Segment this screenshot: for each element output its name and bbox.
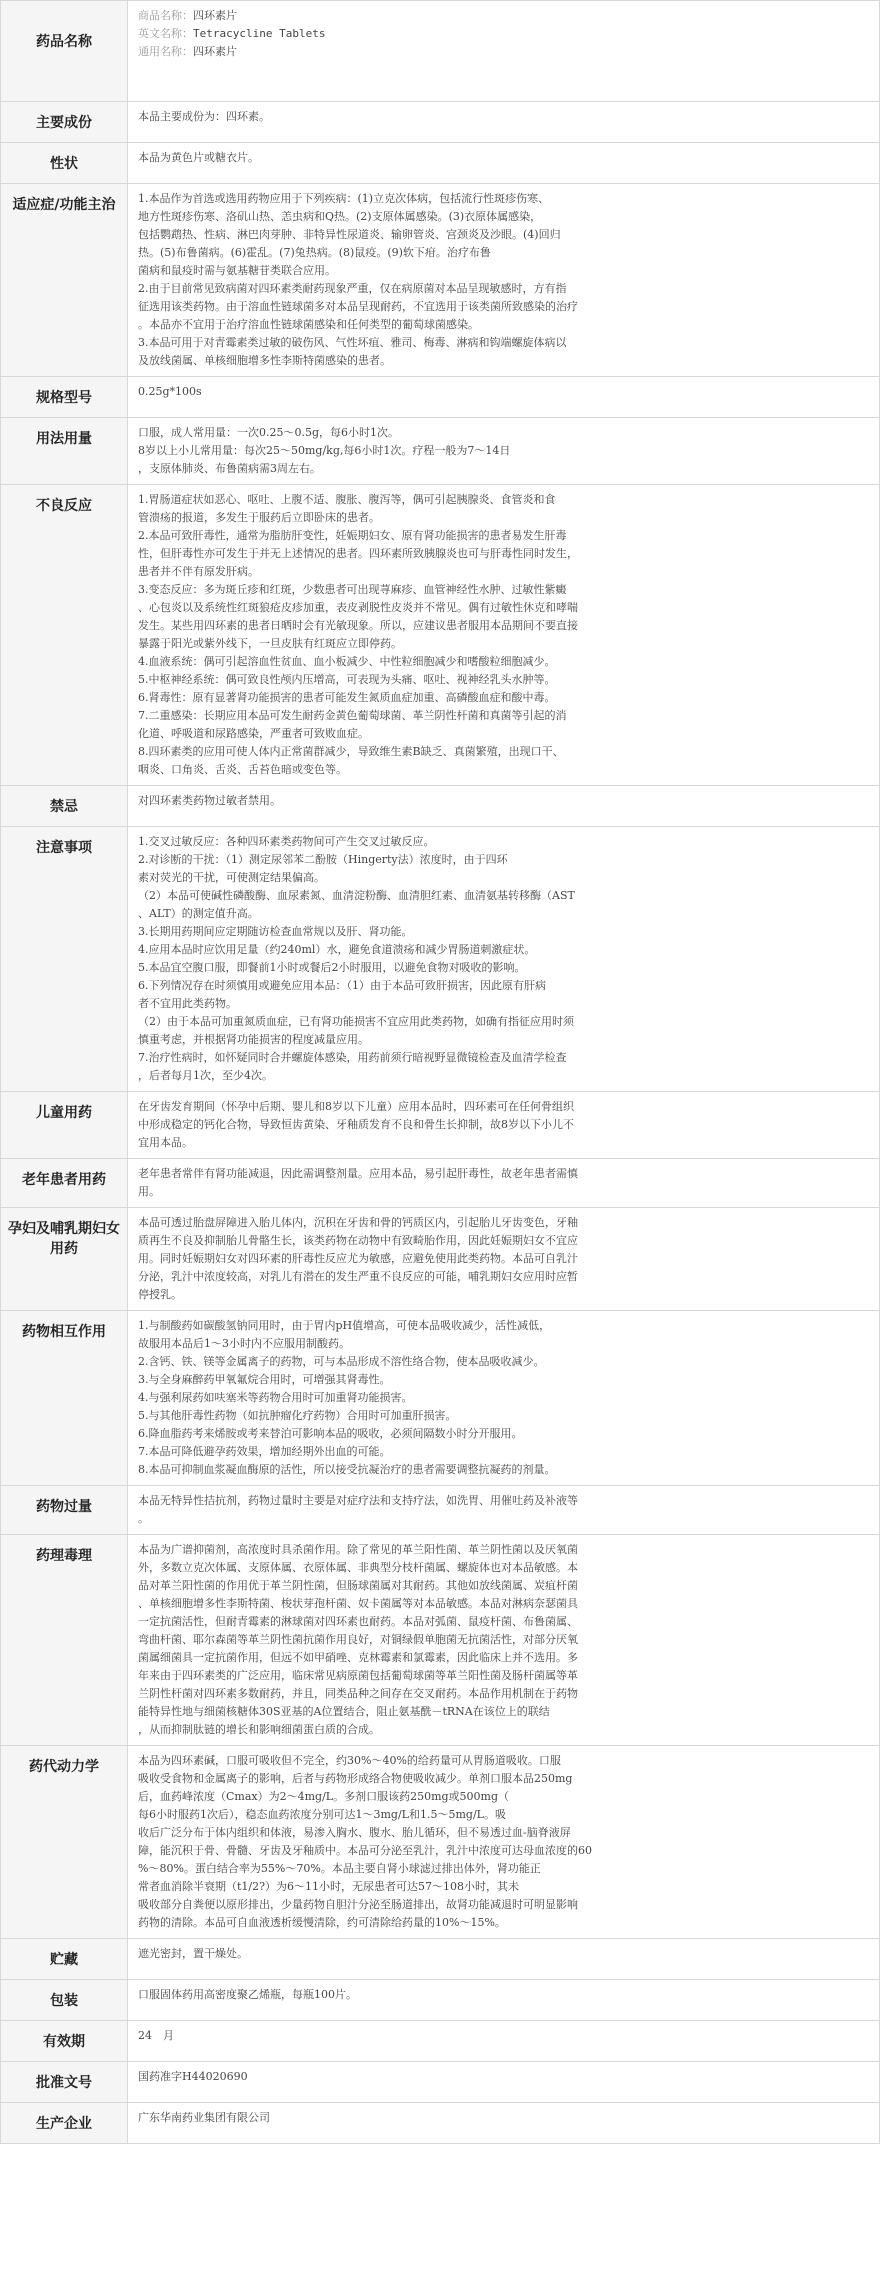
row-label: 生产企业: [1, 2103, 128, 2144]
generic-name-value: 四环素片: [193, 45, 237, 58]
content-line: 障，能沉积于骨、骨髓、牙齿及牙釉质中。本品可分泌至乳汁，乳汁中浓度可达母血浓度的60: [138, 1844, 592, 1857]
content-line: 菌病和鼠疫时需与氨基糖苷类联合应用。: [138, 264, 336, 277]
content-line: 慎重考虑，并根据肾功能损害的程度减量应用。: [138, 1033, 369, 1046]
content-line: 包括鹦鹉热、性病、淋巴肉芽肿、非特异性尿道炎、输卵管炎、宫颈炎及沙眼。(4)回归: [138, 228, 561, 241]
content-line: 7.本品可降低避孕药效果，增加经期外出血的可能。: [138, 1445, 391, 1458]
content-line: 8岁以上小儿常用量：每次25～50mg/kg,每6小时1次。疗程一般为7～14日: [138, 444, 511, 457]
content-line: 性，但肝毒性亦可发生于并无上述情况的患者。四环素所致胰腺炎也可与肝毒性同时发生，: [138, 547, 578, 560]
content-line: 8.四环素类的应用可使人体内正常菌群减少，导致维生素B缺乏、真菌繁殖，出现口干、: [138, 745, 564, 758]
content-line: 2.本品可致肝毒性，通常为脂肪肝变性，妊娠期妇女、原有肾功能损害的患者易发生肝毒: [138, 529, 567, 542]
content-line: 1.交叉过敏反应：各种四环素类药物间可产生交叉过敏反应。: [138, 835, 435, 848]
content-line: 4.与强利尿药如呋塞米等药物合用时可加重肾功能损害。: [138, 1391, 413, 1404]
row-content: [128, 184, 880, 377]
content-line: 5.中枢神经系统：偶可致良性颅内压增高，可表现为头痛、呕吐、视神经乳头水肿等。: [138, 673, 556, 686]
content-line: 及放线菌属、单核细胞增多性李斯特菌感染的患者。: [138, 354, 391, 367]
info-row: [1, 2062, 880, 2103]
content-line: 1.与制酸药如碳酸氢钠同用时，由于胃内pH值增高，可使本品吸收减少，活性减低，: [138, 1319, 551, 1332]
row-content: [128, 1208, 880, 1311]
content-line: 质再生不良及抑制胎儿骨骼生长，该类药物在动物中有致畸胎作用，因此妊娠期妇女不宜应: [138, 1234, 578, 1247]
row-label: 药理毒理: [1, 1535, 128, 1746]
content-line: 者不宜用此类药物。: [138, 997, 237, 1010]
english-name-value: Tetracycline Tablets: [193, 27, 326, 40]
row-label: 不良反应: [1, 485, 128, 786]
content-line: 外，多数立克次体属、支原体属、衣原体属、非典型分枝杆菌属、螺旋体也对本品敏感。本: [138, 1561, 578, 1574]
content-line: 本品主要成份为：四环素。: [138, 110, 270, 123]
content-line: 本品为四环素碱，口服可吸收但不完全，约30%～40%的给药量可从胃肠道吸收。口服: [138, 1754, 561, 1767]
product-name-value: 四环素片: [193, 9, 237, 22]
content-line: 兰阴性杆菌对四环素多数耐药，并且，同类品种之间存在交叉耐药。本品作用机制在于药物: [138, 1687, 578, 1700]
content-line: 本品为黄色片或糖衣片。: [138, 151, 259, 164]
content-line: 7.二重感染：长期应用本品可发生耐药金黄色葡萄球菌、革兰阴性杆菌和真菌等引起的消: [138, 709, 567, 722]
content-line: 。本品亦不宜用于治疗溶血性链球菌感染和任何类型的葡萄球菌感染。: [138, 318, 479, 331]
content-line: 0.25g*100s: [138, 385, 202, 398]
row-label: 老年患者用药: [1, 1159, 128, 1208]
row-drug-name: [1, 1, 880, 102]
row-content: [128, 2062, 880, 2103]
row-content: [128, 2103, 880, 2144]
content-line: 口服固体药用高密度聚乙烯瓶，每瓶100片。: [138, 1988, 357, 2001]
row-content: [128, 1159, 880, 1208]
product-name-key: 商品名称：: [138, 9, 193, 22]
content-line: 3.与全身麻醉药甲氧氟烷合用时，可增强其肾毒性。: [138, 1373, 391, 1386]
content-line: 5.与其他肝毒性药物（如抗肿瘤化疗药物）合用时可加重肝损害。: [138, 1409, 457, 1422]
content-line: 用。: [138, 1185, 160, 1198]
content-line: ，后者每月1次，至少4次。: [138, 1069, 273, 1082]
content-line: 2.含钙、铁、镁等金属离子的药物，可与本品形成不溶性络合物，使本品吸收减少。: [138, 1355, 545, 1368]
content-line: 遮光密封，置干燥处。: [138, 1947, 248, 1960]
content-line: （2）由于本品可加重氮质血症，已有肾功能损害不宜应用此类药物，如确有指征应用时须: [138, 1015, 574, 1028]
content-line: 发生。某些用四环素的患者日晒时会有光敏现象。所以，应建议患者服用本品期间不要直接: [138, 619, 578, 632]
content-line: 2.由于目前常见致病菌对四环素类耐药现象严重，仅在病原菌对本品呈现敏感时，方有指: [138, 282, 567, 295]
info-row: [1, 377, 880, 418]
row-label: 孕妇及哺乳期妇女用药: [1, 1208, 128, 1311]
info-row: [1, 786, 880, 827]
row-content: [128, 786, 880, 827]
row-label: 用法用量: [1, 418, 128, 485]
row-label: 规格型号: [1, 377, 128, 418]
content-line: 收后广泛分布于体内组织和体液，易渗入胸水、腹水、胎儿循环，但不易透过血-脑脊液屏: [138, 1826, 571, 1839]
drug-name-box: [128, 1, 880, 102]
content-line: 每6小时服药1次后），稳态血药浓度分别可达1～3mg/L和1.5～5mg/L。吸: [138, 1808, 506, 1821]
info-row: [1, 1486, 880, 1535]
content-line: 、单核细胞增多性李斯特菌、梭状芽孢杆菌、奴卡菌属等对本品敏感。本品对淋病奈瑟菌具: [138, 1597, 578, 1610]
content-line: 患者并不伴有原发肝病。: [138, 565, 259, 578]
row-label: 批准文号: [1, 2062, 128, 2103]
content-line: 常者血消除半衰期（t1/2?）为6～11小时，无尿患者可达57～108小时，其未: [138, 1880, 520, 1893]
content-line: ，支原体肺炎、布鲁菌病需3周左右。: [138, 462, 321, 475]
content-line: 6.下列情况存在时须慎用或避免应用本品：（1）由于本品可致肝损害，因此原有肝病: [138, 979, 546, 992]
content-line: 能特异性地与细菌核糖体30S亚基的A位置结合，阻止氨基酰－tRNA在该位上的联结: [138, 1705, 550, 1718]
content-line: ，从而抑制肽链的增长和影响细菌蛋白质的合成。: [138, 1723, 380, 1736]
info-row: [1, 827, 880, 1092]
row-content: [128, 1746, 880, 1939]
row-content: [128, 1311, 880, 1486]
content-line: 、心包炎以及系统性红斑狼疮皮疹加重，表皮剥脱性皮炎并不常见。偶有过敏性休克和哮喘: [138, 601, 578, 614]
content-line: 老年患者常伴有肾功能减退，因此需调整剂量。应用本品，易引起肝毒性，故老年患者需慎: [138, 1167, 578, 1180]
content-line: 年来由于四环素类的广泛应用，临床常见病原菌包括葡萄球菌等革兰阳性菌及肠杆菌属等革: [138, 1669, 578, 1682]
info-row: [1, 1092, 880, 1159]
content-line: %～80%。蛋白结合率为55%～70%。本品主要自肾小球滤过排出体外，肾功能正: [138, 1862, 541, 1875]
content-line: 3.本品可用于对青霉素类过敏的破伤风、气性坏疽、雅司、梅毒、淋病和钩端螺旋体病以: [138, 336, 567, 349]
content-line: 6.降血脂药考来烯胺或考来替泊可影响本品的吸收，必须间隔数小时分开服用。: [138, 1427, 523, 1440]
row-label: 药代动力学: [1, 1746, 128, 1939]
row-label: 包装: [1, 1980, 128, 2021]
content-line: 对四环素类药物过敏者禁用。: [138, 794, 281, 807]
row-content: [128, 827, 880, 1092]
content-line: 药物的清除。本品可自血液透析缓慢清除，约可清除给药量的10%～15%。: [138, 1916, 506, 1929]
row-label: 禁忌: [1, 786, 128, 827]
row-content: [128, 102, 880, 143]
content-line: 24 月: [138, 2029, 174, 2042]
content-line: 弯曲杆菌、耶尔森菌等革兰阴性菌抗菌作用良好，对铜绿假单胞菌无抗菌活性，对部分厌氧: [138, 1633, 578, 1646]
content-line: 6.肾毒性：原有显著肾功能损害的患者可能发生氮质血症加重、高磷酸血症和酸中毒。: [138, 691, 556, 704]
row-label: 有效期: [1, 2021, 128, 2062]
row-label: 药物过量: [1, 1486, 128, 1535]
info-row: [1, 143, 880, 184]
content-line: 管溃疡的报道，多发生于服药后立即卧床的患者。: [138, 511, 380, 524]
row-content: [128, 1980, 880, 2021]
row-content: [128, 377, 880, 418]
row-content: [128, 1486, 880, 1535]
info-row: [1, 2021, 880, 2062]
content-line: 一定抗菌活性，但耐青霉素的淋球菌对四环素也耐药。本品对弧菌、鼠疫杆菌、布鲁菌属、: [138, 1615, 578, 1628]
content-line: 4.血液系统：偶可引起溶血性贫血、血小板减少、中性粒细胞减少和嗜酸粒细胞减少。: [138, 655, 556, 668]
content-line: 2.对诊断的干扰：（1）测定尿邻苯二酚胺（Hingerty法）浓度时，由于四环: [138, 853, 508, 866]
content-line: 、ALT）的测定值升高。: [138, 907, 259, 920]
info-row: [1, 1311, 880, 1486]
content-line: 化道、呼吸道和尿路感染，严重者可致败血症。: [138, 727, 369, 740]
content-line: 品对革兰阳性菌的作用优于革兰阴性菌，但肠球菌属对其耐药。其他如放线菌属、炭疽杆菌: [138, 1579, 578, 1592]
row-label: 药物相互作用: [1, 1311, 128, 1486]
english-name-key: 英文名称：: [138, 27, 193, 40]
row-content: [128, 485, 880, 786]
content-line: 本品无特异性拮抗剂，药物过量时主要是对症疗法和支持疗法，如洗胃、用催吐药及补液等: [138, 1494, 578, 1507]
content-line: 口服，成人常用量：一次0.25～0.5g，每6小时1次。: [138, 426, 400, 439]
info-row: [1, 102, 880, 143]
info-row: [1, 1746, 880, 1939]
content-line: 后，血药峰浓度（Cmax）为2～4mg/L。多剂口服该药250mg或500mg（: [138, 1790, 510, 1803]
content-line: 地方性斑疹伤寒、洛矶山热、恙虫病和Q热。(2)支原体属感染。(3)衣原体属感染，: [138, 210, 542, 223]
row-content: [128, 143, 880, 184]
content-line: 中形成稳定的钙化合物，导致恒齿黄染、牙釉质发育不良和骨生长抑制，故8岁以下小儿不: [138, 1118, 574, 1131]
content-line: 停授乳。: [138, 1288, 182, 1301]
row-label: 适应症/功能主治: [1, 184, 128, 377]
row-label: 药品名称: [1, 1, 128, 102]
content-line: 国药准字H44020690: [138, 2070, 248, 2083]
content-line: 本品可透过胎盘屏障进入胎儿体内，沉积在牙齿和骨的钙质区内，引起胎儿牙齿变色，牙釉: [138, 1216, 578, 1229]
content-line: 用。同时妊娠期妇女对四环素的肝毒性反应尤为敏感，应避免使用此类药物。本品可自乳汁: [138, 1252, 578, 1265]
content-line: 咽炎、口角炎、舌炎、舌苔色暗或变色等。: [138, 763, 347, 776]
content-line: 广东华南药业集团有限公司: [138, 2111, 270, 2124]
row-label: 性状: [1, 143, 128, 184]
info-row: [1, 2103, 880, 2144]
content-line: 吸收受食物和金属离子的影响，后者与药物形成络合物使吸收减少。单剂口服本品250mg: [138, 1772, 573, 1785]
content-line: 1.胃肠道症状如恶心、呕吐、上腹不适、腹胀、腹泻等，偶可引起胰腺炎、食管炎和食: [138, 493, 556, 506]
info-row: [1, 1980, 880, 2021]
content-line: 8.本品可抑制血浆凝血酶原的活性，所以接受抗凝治疗的患者需要调整抗凝药的剂量。: [138, 1463, 556, 1476]
row-label: 贮藏: [1, 1939, 128, 1980]
content-line: 。: [138, 1512, 149, 1525]
info-row: [1, 1208, 880, 1311]
content-line: 吸收部分自粪便以原形排出，少量药物自胆汁分泌至肠道排出，故肾功能减退时可明显影响: [138, 1898, 578, 1911]
info-row: [1, 184, 880, 377]
row-label: 儿童用药: [1, 1092, 128, 1159]
content-line: 5.本品宜空腹口服，即餐前1小时或餐后2小时服用，以避免食物对吸收的影响。: [138, 961, 526, 974]
row-label: 注意事项: [1, 827, 128, 1092]
info-row: [1, 418, 880, 485]
info-row: [1, 485, 880, 786]
content-line: 宜用本品。: [138, 1136, 193, 1149]
content-line: 7.治疗性病时，如怀疑同时合并螺旋体感染，用药前须行暗视野显微镜检查及血清学检查: [138, 1051, 567, 1064]
content-line: 故服用本品后1～3小时内不应服用制酸药。: [138, 1337, 350, 1350]
content-line: （2）本品可使碱性磷酸酶、血尿素氮、血清淀粉酶、血清胆红素、血清氨基转移酶（AST: [138, 889, 575, 902]
content-line: 3.变态反应：多为斑丘疹和红斑，少数患者可出现荨麻疹、血管神经性水肿、过敏性紫癜: [138, 583, 567, 596]
row-content: [128, 1092, 880, 1159]
content-line: 在牙齿发育期间（怀孕中后期、婴儿和8岁以下儿童）应用本品时，四环素可在任何骨组织: [138, 1100, 574, 1113]
generic-name-key: 通用名称：: [138, 45, 193, 58]
content-line: 3.长期用药期间应定期随访检查血常规以及肝、肾功能。: [138, 925, 413, 938]
content-line: 素对荧光的干扰，可使测定结果偏高。: [138, 871, 325, 884]
content-line: 暴露于阳光或紫外线下，一旦皮肤有红斑应立即停药。: [138, 637, 402, 650]
info-row: [1, 1939, 880, 1980]
row-content: [128, 2021, 880, 2062]
info-row: [1, 1535, 880, 1746]
content-line: 4.应用本品时应饮用足量（约240ml）水，避免食道溃疡和减少胃肠道刺激症状。: [138, 943, 536, 956]
row-label: 主要成份: [1, 102, 128, 143]
content-line: 征选用该类药物。由于溶血性链球菌多对本品呈现耐药，不宜选用于该类菌所致感染的治疗: [138, 300, 578, 313]
info-row: [1, 1159, 880, 1208]
content-line: 菌属细菌具一定抗菌作用，但远不如甲硝唑、克林霉素和氯霉素，因此临床上并不选用。多: [138, 1651, 578, 1664]
row-content: [128, 1939, 880, 1980]
content-line: 热。(5)布鲁菌病。(6)霍乱。(7)兔热病。(8)鼠疫。(9)软下疳。治疗布鲁: [138, 246, 491, 259]
content-line: 1.本品作为首选或选用药物应用于下列疾病：(1)立克次体病，包括流行性斑疹伤寒、: [138, 192, 550, 205]
content-line: 分泌，乳汁中浓度较高，对乳儿有潜在的发生严重不良反应的可能，哺乳期妇女应用时应暂: [138, 1270, 578, 1283]
content-line: 本品为广谱抑菌剂，高浓度时具杀菌作用。除了常见的革兰阳性菌、革兰阴性菌以及厌氧菌: [138, 1543, 578, 1556]
row-content: [128, 1535, 880, 1746]
row-content: [128, 418, 880, 485]
